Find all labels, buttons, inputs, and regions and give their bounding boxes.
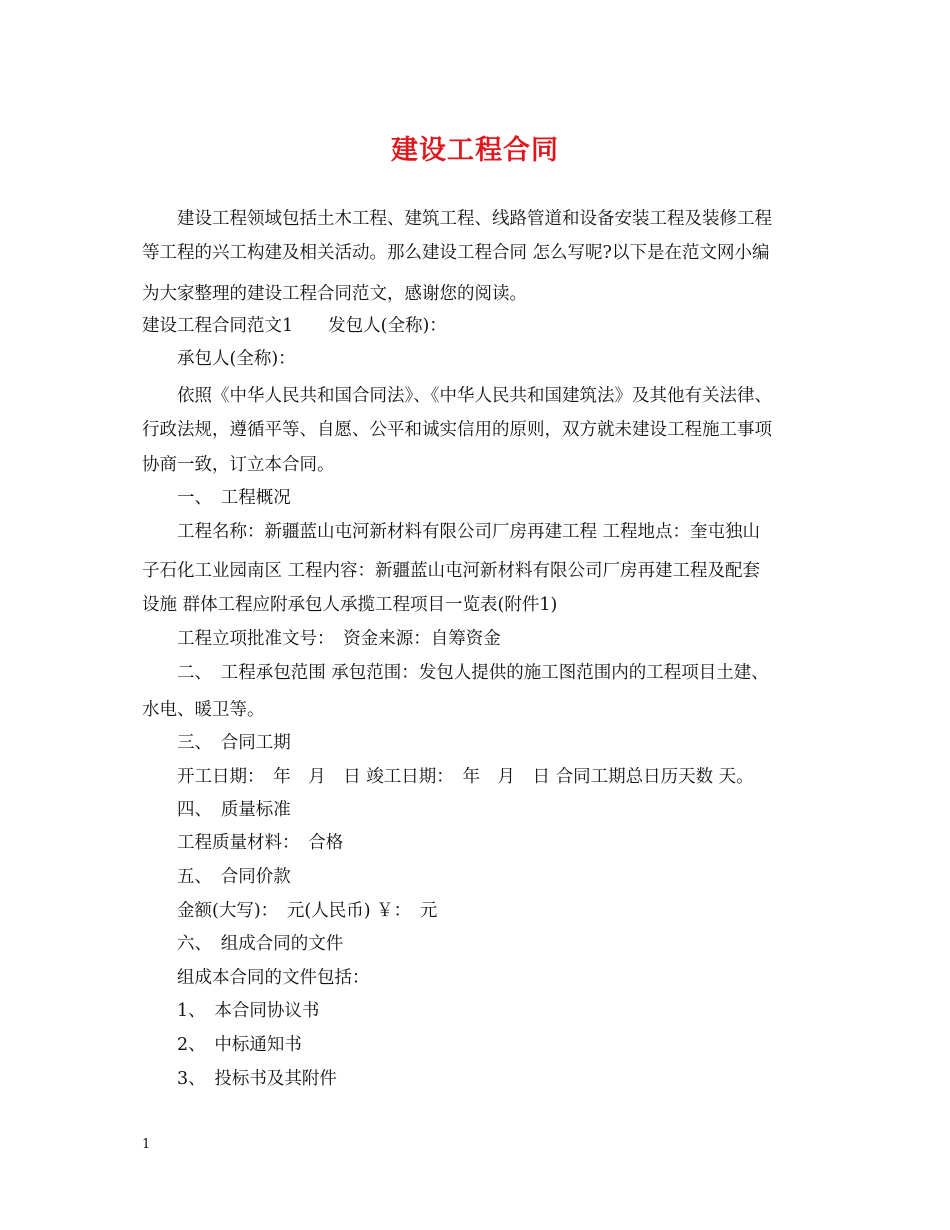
paragraph-line: 等工程的兴工构建及相关活动。那么建设工程合同 怎么写呢?以下是在范文网小编 [142, 243, 770, 263]
list-item: 3、 投标书及其附件 [177, 1069, 337, 1089]
paragraph-line: 工程质量材料： 合格 [177, 833, 344, 853]
paragraph-line: 工程名称：新疆蓝山屯河新材料有限公司厂房再建工程 工程地点：奎屯独山 [177, 522, 761, 542]
page-number: 1 [142, 1137, 151, 1152]
paragraph-line: 行政法规，遵循平等、自愿、公平和诚实信用的原则，双方就未建设工程施工事项 [142, 420, 772, 440]
section-heading: 六、 组成合同的文件 [177, 934, 344, 954]
paragraph-line: 建设工程领域包括土木工程、建筑工程、线路管道和设备安装工程及装修工程 [177, 209, 772, 229]
contract-heading-line: 建设工程合同范文1 发包人(全称)： [142, 316, 447, 336]
list-item: 1、 本合同协议书 [177, 1001, 320, 1021]
section-heading: 一、 工程概况 [177, 488, 291, 508]
paragraph-line: 开工日期： 年 月 日 竣工日期： 年 月 日 合同工期总日历天数 天。 [177, 767, 754, 787]
section-heading: 二、 工程承包范围 承包范围：发包人提供的施工图范围内的工程项目土建、 [177, 663, 769, 683]
paragraph-line: 水电、暖卫等。 [142, 700, 265, 720]
paragraph-line: 设施 群体工程应附承包人承揽工程项目一览表(附件1) [142, 595, 558, 615]
list-item: 2、 中标通知书 [177, 1035, 302, 1055]
paragraph-line: 依照《中华人民共和国合同法》、《中华人民共和国建筑法》及其他有关法律、 [177, 386, 772, 406]
section-heading: 四、 质量标准 [177, 800, 291, 820]
paragraph-line: 子石化工业园南区 工程内容：新疆蓝山屯河新材料有限公司厂房再建工程及配套 [142, 561, 761, 581]
paragraph-line: 组成本合同的文件包括： [177, 968, 370, 988]
paragraph-line: 金额(大写)： 元(人民币) ￥： 元 [177, 901, 438, 921]
section-heading: 三、 合同工期 [177, 733, 291, 753]
paragraph-line: 承包人(全称)： [177, 349, 296, 369]
paragraph-line: 工程立项批准文号： 资金来源：自筹资金 [177, 629, 501, 649]
paragraph-line: 协商一致，订立本合同。 [142, 455, 335, 475]
paragraph-line: 为大家整理的建设工程合同范文，感谢您的阅读。 [142, 284, 527, 304]
document-title: 建设工程合同 [391, 135, 559, 166]
section-heading: 五、 合同价款 [177, 867, 291, 887]
